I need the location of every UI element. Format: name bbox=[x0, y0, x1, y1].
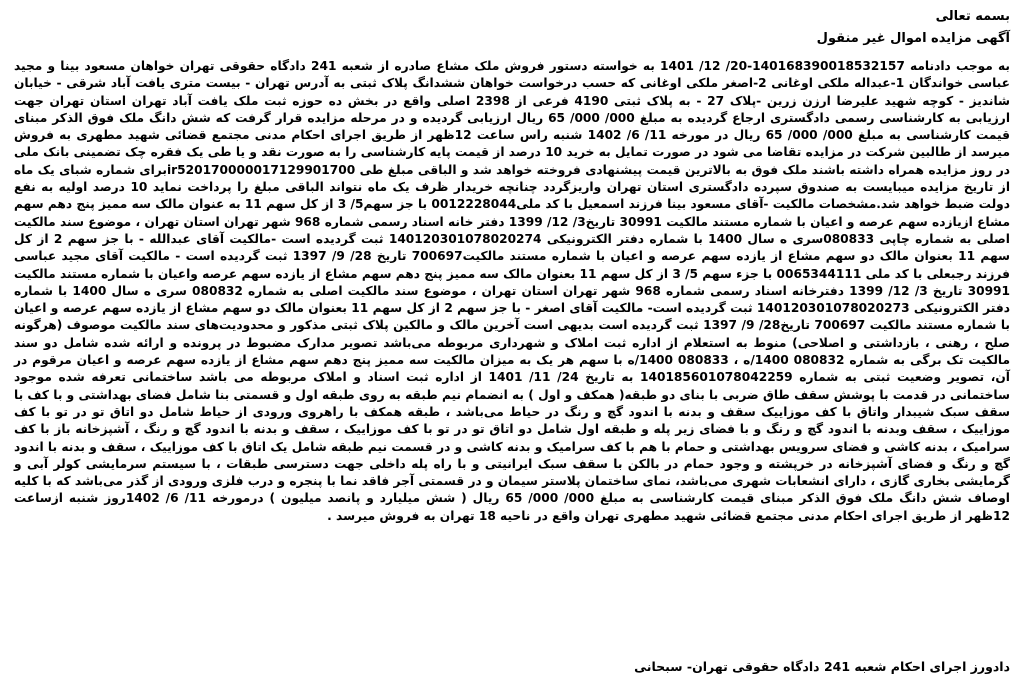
basmala-heading: بسمه تعالی bbox=[935, 9, 1010, 24]
notice-title: آگهی مزایده اموال غیر منقول bbox=[816, 31, 1010, 46]
notice-body-text: به موجب دادنامه 140168390018532157-20/ 12/ 1401 به خواسته دستور فروش ملک مشاع صادره از شعبه 241 دادگاه حقوقی تهران خواهان مسعود بینا و مجید عباسی خواندگان 1-عبداله ملکی اوغانی 2-اصغر ملکی اوغانی که حسب درخواست خواهان ششدانگ پلاک ثبتی به آدرس تهران - بیست متری یافت آباد شرقی - خیابان شاندیز - کوچه شهید علیرضا ارزن زرین -پلاک 27 - به پلاک ثبتی 4190 فرعی از 2398 اصلی واقع در بخش ده حوزه ثبت ملک یافت آباد تهران استان تهران جهت ارزیابی به کارشناسی رسمی دادگستری ارجاع گردیده به مبلغ 000/ 000/ 65 ریال ارزیابی گردیده و در مرحله مزایده قرار گرفت که شش دانگ ملک فوق الذکر مبنای قیمت کارشناسی به مبلغ 000/ 000/ 65 ریال در مورخه 11/ 6/ 1402 شنبه راس ساعت 12ظهر از طریق اجرای احکام مدنی مجتمع قضائی شهید مطهری به فروش میرسد از طالبین شرکت در مزایده تقاضا می شود در صورت تمایل به خرید 10 درصد از قیمت پایه کارشناسی را به صورت نقد و یا طی یک فقره چک تضمینی بانک ملی در روز مزایده همراه داشته باشند ملک فوق به بالاترین قیمت پیشنهادی فروخته خواهد شد و الباقی مبلغ طی ir520170000017129901700برای شماره شبای یک ماه از تاریخ مزایده میبایست به صندوق سپرده دادگستری استان تهران واریزگردد چنانچه خریدار ظرف یک ماه نتواند الباقی مبلغ را پرداخت نماید 10 درصد اولیه به نفع دولت ضبط خواهد شد.مشخصات مالکیت -آقای مسعود بینا فرزند اسمعیل با کد ملی0012228044 با جز سهم5/ 3 از کل سهم 11 به عنوان مالک سه ممیز پنج دهم سهم مشاع ازیازده سهم عرصه و اعیان با شماره مستند مالکیت 30991 تاریخ3/ 12/ 1399 دفتر خانه اسناد رسمی شماره 968 شهر تهران استان تهران ، موضوع سند مالکیت اصلی به شماره چاپی 080833سری ه سال 1400 با شماره دفتر الکترونیکی 140120301078020274 ثبت گردیده است -مالکیت آقای عبدالله - با جز سهم 2 از کل سهم 11 بعنوان مالک دو سهم مشاع از یازده سهم عرصه و اعیان با شماره مستند مالکیت700697 تاریخ 28/ 9/ 1397 ثبت گردیده است - مالکیت آقای مجید عباسی فرزند رجبعلی با کد ملی 0065344111 با جزء سهم 5/ 3 از کل سهم 11 بعنوان مالک سه ممیز پنج دهم سهم مشاع از یازده سهم عرصه واعیان با شماره مستند مالکیت 30991 تاریخ 3/ 12/ 1399 دفترخانه اسناد رسمی شماره 968 شهر تهران استان تهران ، موضوع سند مالکیت اصلی به شماره 080832 سری ه سال 1400 با شماره دفتر الکترونیکی 140120301078020273 ثبت گردیده است- مالکیت آقای اصغر - با جز سهم 2 از کل سهم 11 بعنوان مالک دو سهم مشاع از یازده سهم عرصه و اعیان با شماره مستند مالکیت 700697 تاریخ28/ 9/ 1397 ثبت گردیده است بدیهی است آخرین مالک و مالکین پلاک ثبتی مذکور و محدودیت‌های سند مالکیت موصوف (هرگونه صلح ، رهنی ، بازداشتی و اصلاحی) منوط به استعلام از اداره ثبت املاک و شهرداری مربوطه می‌باشد تصویر مدارک مضبوط در پرونده و ارائه شده شامل دو سند مالکیت تک برگی به شماره 080832 1400/ه ، 080833 1400/ه با سهم هر یک به میزان مالکیت سه ممیز پنج دهم سهم مشاع از یازده سهم عرصه و اعیان مرقوم در آن، تصویر وضعیت ثبتی به شماره 140185601078042259 به تاریخ 24/ 11/ 1401 از اداره ثبت اسناد و املاک مربوطه می باشد ساختمانی تعرفه شده موجود ساختمانی در قدمت با پوشش سقف طاق ضربی با بنای دو طبقه( همکف و اول ) به انضمام نیم طبقه به روی طبقه اول و قسمتی بنا شامل فضای بهداشتی و با کف با سقف سبک شیبدار واتاق با کف موزاییک سقف و بدنه با اندود گچ و رنگ در حیاط می‌باشد ، طبقه همکف با راهروی ورودی از حیاط شامل دو اتاق تو در تو با کف موزاییک ، سقف وبدنه با اندود گچ و رنگ و با فضای زیر پله و طبقه اول شامل دو اتاق تو در تو با کف موزاییک ، سقف و بدنه با اندود گچ و رنگ ، آشپزخانه باز با کف سرامیک ، بدنه کاشی و فضای سرویس بهداشتی و حمام با هم با کف سرامیک و بدنه کاشی و در قسمت نیم طبقه شامل یک اتاق با کف موزاییک ، سقف و بدنه با اندود گچ و رنگ و فضای آشپزخانه در خرپشته و وجود حمام در بالکن با سقف سبک ایرانیتی و با راه پله داخلی جهت دسترسی طبقات ، با سیستم سرمایشی کولر آبی و گرمایشی بخاری گازی ، دارای انشعابات شهری می‌باشد، نمای ساختمان پلاستر سیمان و در قسمتی آجر فاقد نما با پنجره و درب فلزی ورودی از گذر می‌باشد که با کلیه اوصاف شش دانگ ملک فوق الذکر مبنای قیمت کارشناسی به مبلغ 000/ 000/ 65 ریال ( شش میلیارد و پانصد میلیون ) درمورخه 11/ 6/ 1402روز شنبه ازساعت 12ظهر از طریق اجرای احکام مدنی مجتمع قضائی شهید مطهری تهران واقع در ناحیه 18 تهران به فروش میرسد . bbox=[14, 59, 1011, 523]
signature-line: دادورز اجرای احکام شعبه 241 دادگاه حقوقی تهران- سبحانی bbox=[634, 659, 1010, 674]
